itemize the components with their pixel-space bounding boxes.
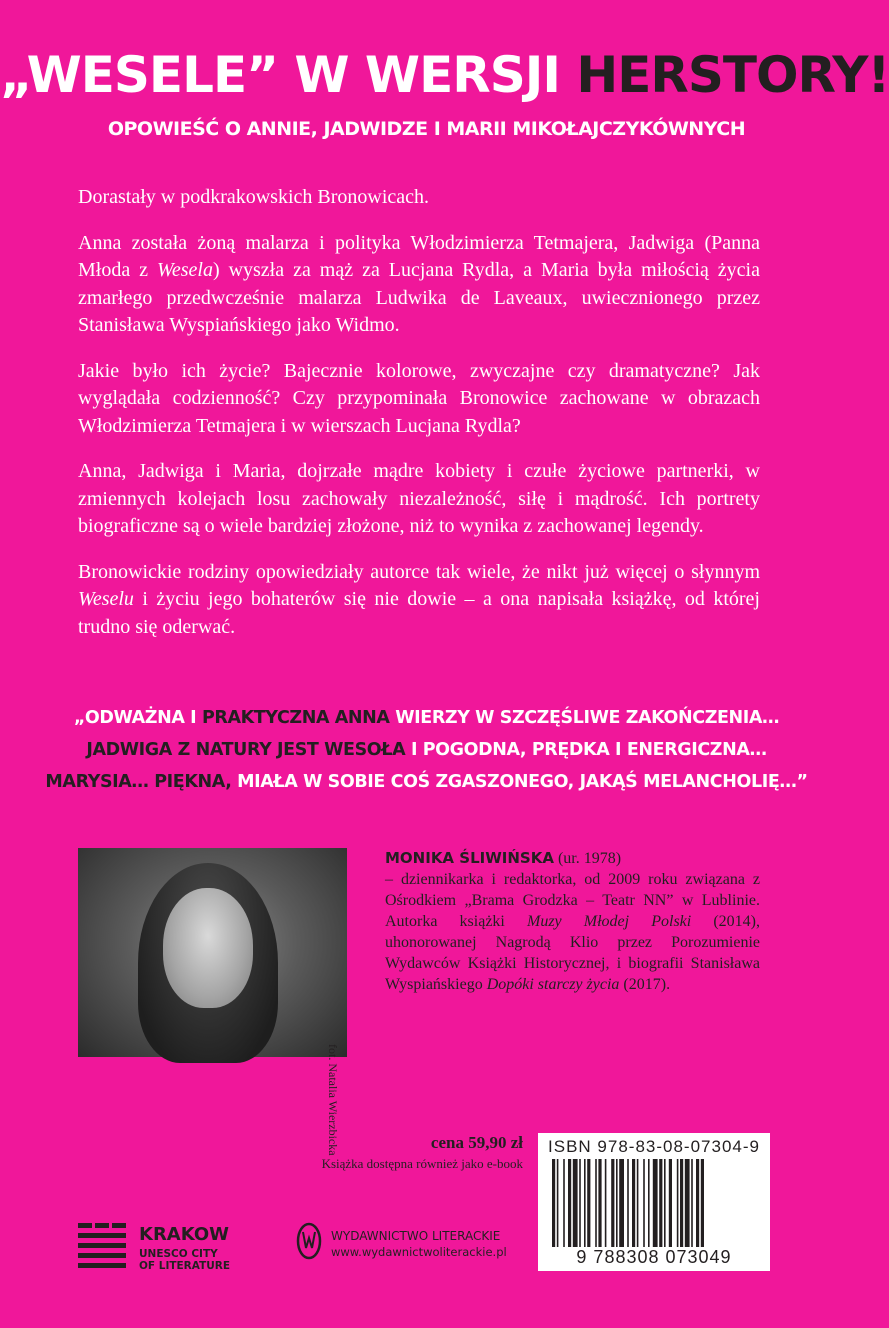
barcode-bar [619,1159,624,1247]
headline-part-2: HERSTORY! [576,46,889,104]
bio-text-a: – dziennikarka i redaktorka, od 2009 roku związana z Ośrodkiem „Brama Grodzka – Teatr NN” w Lublinie. Autorka książki [385,871,760,930]
description-paragraph-4: Anna, Jadwiga i Maria, dojrzałe mądre kobiety i czułe życiowe partnerki, w zmiennych kolejach losu zachowały niezależność, siłę i mądrość. Ich portrety biograficzne są o wiele bardziej złożone, niż to wynika z zachowanej legendy. [78,460,760,537]
barcode-bar [677,1159,679,1247]
bio-text-b: (2014), uhonorowanej Nagrodą Klio przez Porozumienie Wydawców Książki Historycznej, i biografii Stanisława Wyspiańskiego [385,913,760,993]
quote-line-2-a: JADWIGA Z NATURY JEST WESOŁA [86,740,406,760]
quote-line-3-a: MARYSIA… PIĘKNA, [45,772,232,792]
barcode-bar [579,1159,581,1247]
author-name: MONIKA ŚLIWIŃSKA [385,849,554,867]
barcode-bar [587,1159,590,1247]
krakow-title: KRAKOW [139,1224,230,1245]
quote-line-3 [0,766,853,798]
paragraph-2-text-a: Anna została żoną malarza i polityka Włodzimierza Tetmajera, Jadwiga (Panna Młoda z [78,231,760,281]
publisher-name: WYDAWNICTWO LITERACKIE [331,1229,501,1243]
barcode-bar [557,1159,559,1247]
barcode-bar [659,1159,662,1247]
headline [0,40,889,110]
barcode-bar [563,1159,565,1247]
barcode-bar [573,1159,578,1247]
barcode-bar [669,1159,672,1247]
ebook-note: Książka dostępna również jako e-book [321,1156,523,1171]
barcode-bar [685,1159,690,1247]
barcode-bar [701,1159,704,1247]
quote-line-1 [0,702,853,734]
description-paragraph-2 [78,230,760,340]
barcode-bar [691,1159,693,1247]
publisher-url: www.wydawnictwoliterackie.pl [331,1245,507,1259]
barcode [538,1133,770,1271]
author-photo [78,848,347,1057]
krakow-logo-icon [78,1223,126,1271]
barcode-bar [680,1159,683,1247]
barcode-digits: 9 788308 073049 [576,1247,732,1267]
headline-part-1: „WESELE” W WERSJI [0,46,577,104]
quote-line-1-a: „ODWAŻNA I [73,708,202,728]
barcode-bar [632,1159,635,1247]
isbn-label: ISBN 978-83-08-07304-9 [548,1137,760,1156]
barcode-bar [595,1159,597,1247]
quote-line-1-b: PRAKTYCZNA ANNA [201,708,390,728]
barcode-bar [616,1159,618,1247]
bio-book-2: Dopóki starczy życia [486,976,620,993]
paragraph-5-text-b: i życiu jego bohaterów się nie dowie – a ona napisała książkę, od której trudno się oderwać. [78,588,760,638]
paragraph-5-text-a: Bronowickie rodziny opowiedziały autorce tak wiele, że nikt już więcej o słynnym [78,560,760,583]
barcode-bar [584,1159,586,1247]
quote-line-2-b: I POGODNA, PRĘDKA I ENERGICZNA… [405,740,767,760]
description-paragraph-3: Jakie było ich życie? Bajecznie kolorowe, zwyczajne czy dramatyczne? Jak wyglądała codzienność? Czy przypominała Bronowice zachowane w obrazach Włodzimierza Tetmajera i w wierszach Lucjana Rydla? [78,359,760,437]
description-paragraph-1: Dorastały w podkrakowskich Bronowicach. [78,186,430,208]
barcode-bar [568,1159,571,1247]
barcode-bar [696,1159,699,1247]
price: cena 59,90 zł [430,1133,523,1152]
barcode-bar [552,1159,555,1247]
quote-line-2 [0,734,853,766]
author-bio [385,848,760,995]
publisher-mark-icon [296,1222,322,1260]
paragraph-2-title: Wesela [157,259,213,281]
description [78,184,760,659]
barcode-bars [552,1159,756,1247]
quote-line-3-b: MIAŁA W SOBIE COŚ ZGASZONEGO, JAKĄŚ MELANCHOLIĘ…” [231,772,808,792]
krakow-subtitle-2: OF LITERATURE [139,1260,231,1272]
paragraph-5-title: Weselu [78,588,134,610]
bio-text-c: (2017). [619,976,671,993]
pull-quote [0,702,853,798]
quote-line-1-c: WIERZY W SZCZĘŚLIWE ZAKOŃCZENIA… [389,708,780,728]
bio-book-1: Muzy Młodej Polski [527,913,692,930]
barcode-bar [648,1159,650,1247]
barcode-bar [627,1159,629,1247]
krakow-subtitle-1: UNESCO CITY [139,1248,218,1260]
barcode-bar [664,1159,666,1247]
barcode-bar [653,1159,658,1247]
description-paragraph-5 [78,559,760,642]
subheadline: OPOWIEŚĆ O ANNIE, JADWIDZE I MARII MIKOŁAJCZYKÓWNYCH [107,118,746,140]
barcode-bar [605,1159,607,1247]
barcode-bar [643,1159,645,1247]
barcode-bar [637,1159,639,1247]
paragraph-2-text-b: ) wyszła za mąż za Lucjana Rydla, a Maria była miłością życia zmarłego przedwcześnie malarza Ludwika de Laveaux, uwiecznionego przez Stanisława Wyspiańskiego jako Widmo. [78,259,760,336]
photo-credit: fot. Natalia Wierzbicka [326,1044,340,1156]
barcode-bar [611,1159,614,1247]
author-photo-face [163,888,253,1008]
author-born: (ur. 1978) [553,850,622,867]
barcode-bar [598,1159,601,1247]
